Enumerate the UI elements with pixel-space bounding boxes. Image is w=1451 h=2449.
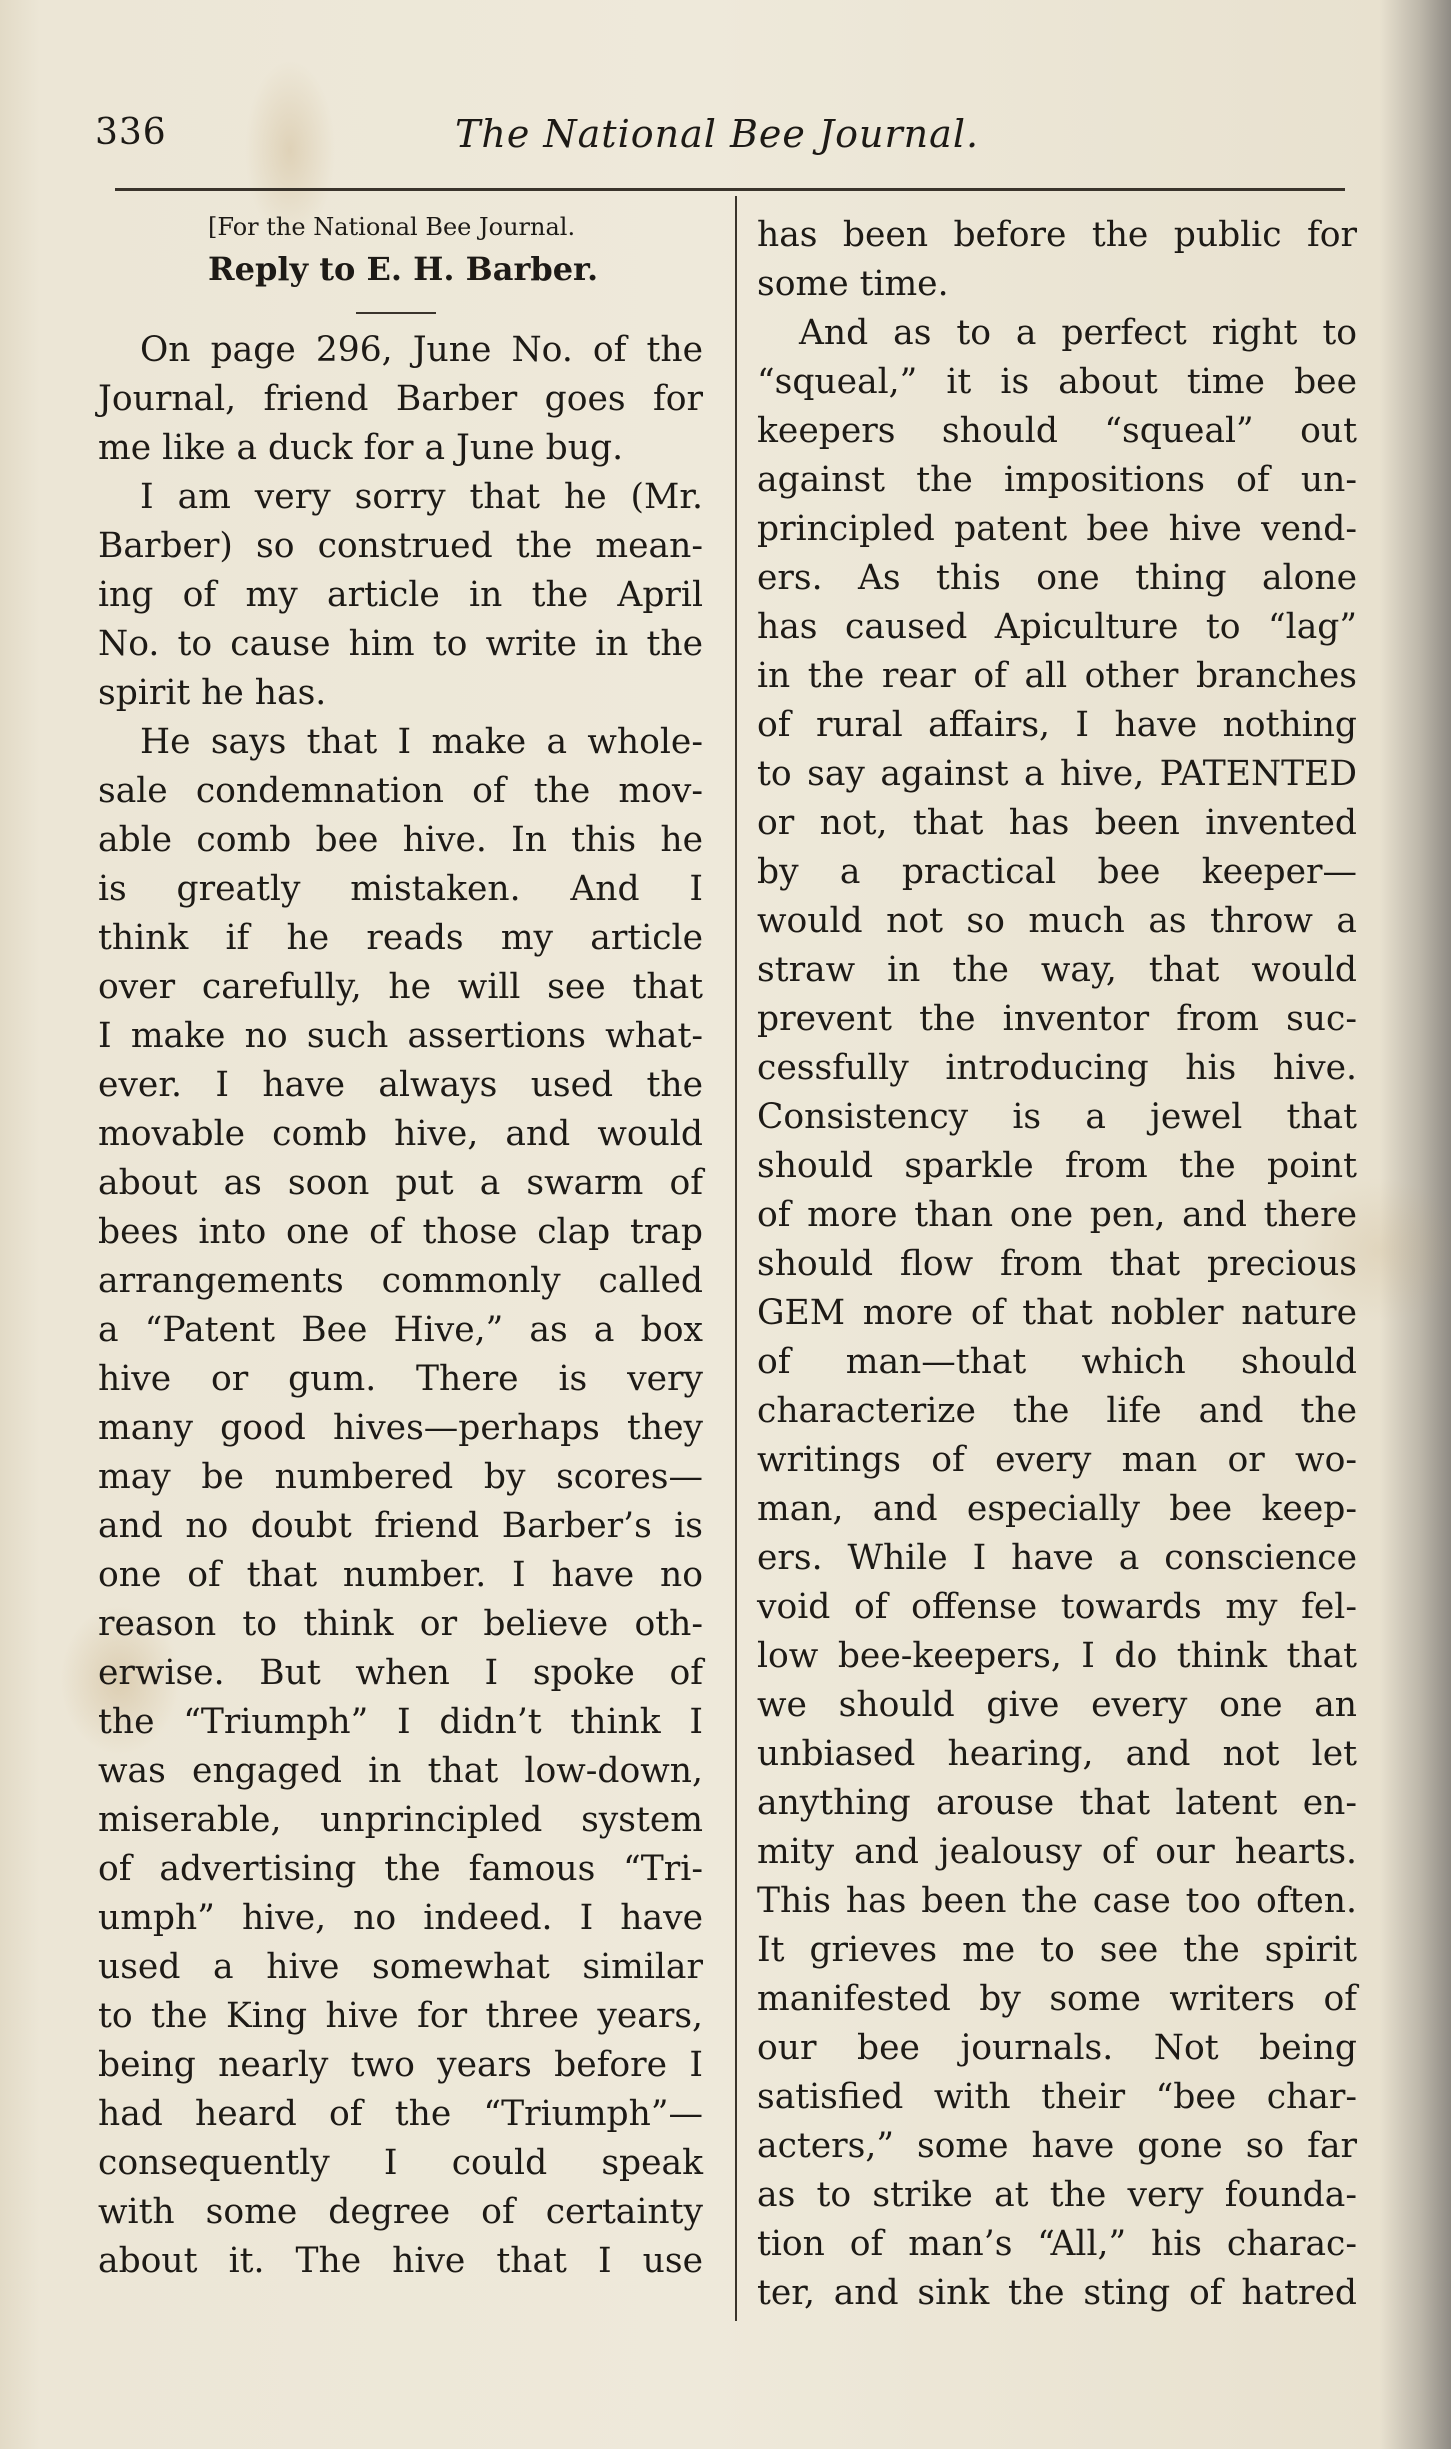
text-line: anything arouse that latent en- <box>757 1783 1357 1823</box>
text-line: may be numbered by scores— <box>98 1457 703 1497</box>
text-line: hive or gum. There is very <box>98 1359 703 1399</box>
text-line: to the King hive for three years, <box>98 1996 703 2036</box>
text-line: void of offense towards my fel- <box>757 1587 1357 1627</box>
text-line: I make no such assertions what- <box>98 1016 703 1056</box>
text-line: sale condemnation of the mov- <box>98 771 703 811</box>
text-line: against the impositions of un- <box>757 460 1357 500</box>
text-line: principled patent bee hive vend- <box>757 509 1357 549</box>
text-line: our bee journals. Not being <box>757 2028 1357 2068</box>
text-line: satisfied with their “bee char- <box>757 2077 1357 2117</box>
text-line: keepers should “squeal” out <box>757 411 1357 451</box>
text-line: low bee-keepers, I do think that <box>757 1636 1357 1676</box>
text-line: should sparkle from the point <box>757 1146 1357 1186</box>
text-line: or not, that has been invented <box>757 803 1357 843</box>
text-line: many good hives—perhaps they <box>98 1408 703 1448</box>
text-line: And as to a perfect right to <box>799 313 1357 353</box>
article-attribution: [For the National Bee Journal. <box>208 213 576 241</box>
text-line: of advertising the famous “Tri- <box>98 1849 703 1889</box>
text-line: think if he reads my article <box>98 918 703 958</box>
text-line: mity and jealousy of our hearts. <box>757 1832 1357 1872</box>
text-line: of rural affairs, I have nothing <box>757 705 1357 745</box>
text-line: ers. As this one thing alone <box>757 558 1357 598</box>
text-line: as to strike at the very founda- <box>757 2175 1357 2215</box>
text-line: straw in the way, that would <box>757 950 1357 990</box>
text-line: man, and especially bee keep- <box>757 1489 1357 1529</box>
text-line: ever. I have always used the <box>98 1065 703 1105</box>
text-line: manifested by some writers of <box>757 1979 1357 2019</box>
text-line: He says that I make a whole- <box>140 722 703 762</box>
text-line: prevent the inventor from suc- <box>757 999 1357 1039</box>
text-line: movable comb hive, and would <box>98 1114 703 1154</box>
text-line: writings of every man or wo- <box>757 1440 1357 1480</box>
text-line: would not so much as throw a <box>757 901 1357 941</box>
text-line: ing of my article in the April <box>98 575 703 615</box>
text-line: Consistency is a jewel that <box>757 1097 1357 1137</box>
title-rule <box>356 312 436 314</box>
page-header <box>95 112 1010 162</box>
text-line: me like a duck for a June bug. <box>98 428 624 468</box>
page-number: 336 <box>95 112 167 153</box>
text-line: This has been the case too often. <box>757 1881 1357 1921</box>
text-line: we should give every one an <box>757 1685 1357 1725</box>
text-line: spirit he has. <box>98 673 327 713</box>
text-line: the “Triumph” I didn’t think I <box>98 1702 703 1742</box>
header-rule <box>115 188 1345 191</box>
text-line: some time. <box>757 264 949 304</box>
text-line: in the rear of all other branches <box>757 656 1357 696</box>
running-title: The National Bee Journal. <box>455 112 980 156</box>
text-line: was engaged in that low-down, <box>98 1751 703 1791</box>
text-line: GEM more of that nobler nature <box>757 1293 1357 1333</box>
text-line: bees into one of those clap trap <box>98 1212 703 1252</box>
text-line: miserable, unprincipled system <box>98 1800 703 1840</box>
text-line: Journal, friend Barber goes for <box>98 379 703 419</box>
text-line: and no doubt friend Barber’s is <box>98 1506 703 1546</box>
text-line: unbiased hearing, and not let <box>757 1734 1357 1774</box>
text-line: Barber) so construed the mean- <box>98 526 703 566</box>
text-line: consequently I could speak <box>98 2143 703 2183</box>
text-line: acters,” some have gone so far <box>757 2126 1357 2166</box>
text-line: of man—that which should <box>757 1342 1357 1382</box>
text-line: about as soon put a swarm of <box>98 1163 703 1203</box>
text-line: has been before the public for <box>757 215 1357 255</box>
text-line: umph” hive, no indeed. I have <box>98 1898 703 1938</box>
text-line: over carefully, he will see that <box>98 967 703 1007</box>
right-column <box>757 211 1357 2318</box>
text-line: characterize the life and the <box>757 1391 1357 1431</box>
text-line: No. to cause him to write in the <box>98 624 703 664</box>
column-divider <box>735 196 737 2321</box>
text-line: able comb bee hive. In this he <box>98 820 703 860</box>
text-line: On page 296, June No. of the <box>140 330 703 370</box>
text-line: It grieves me to see the spirit <box>757 1930 1357 1970</box>
text-line: reason to think or believe oth- <box>98 1604 703 1644</box>
text-line: erwise. But when I spoke of <box>98 1653 703 1693</box>
left-column <box>98 210 703 2286</box>
text-line: a “Patent Bee Hive,” as a box <box>98 1310 703 1350</box>
text-line: ers. While I have a conscience <box>757 1538 1357 1578</box>
text-line: “squeal,” it is about time bee <box>757 362 1357 402</box>
text-line: arrangements commonly called <box>98 1261 703 1301</box>
text-line: used a hive somewhat similar <box>98 1947 703 1987</box>
text-line: has caused Apiculture to “lag” <box>757 607 1357 647</box>
text-line: with some degree of certainty <box>98 2192 703 2232</box>
text-line: to say against a hive, PATENTED <box>757 754 1357 794</box>
text-line: should flow from that precious <box>757 1244 1357 1284</box>
text-line: being nearly two years before I <box>98 2045 703 2085</box>
text-line: of more than one pen, and there <box>757 1195 1357 1235</box>
text-line: had heard of the “Triumph”— <box>98 2094 703 2134</box>
text-line: about it. The hive that I use <box>98 2241 703 2281</box>
text-line: cessfully introducing his hive. <box>757 1048 1357 1088</box>
text-line: by a practical bee keeper— <box>757 852 1357 892</box>
article-title: Reply to E. H. Barber. <box>208 250 599 288</box>
text-line: one of that number. I have no <box>98 1555 703 1595</box>
text-line: I am very sorry that he (Mr. <box>140 477 703 517</box>
text-line: ter, and sink the sting of hatred <box>757 2273 1357 2313</box>
text-line: tion of man’s “All,” his charac- <box>757 2224 1357 2264</box>
text-line: is greatly mistaken. And I <box>98 869 703 909</box>
